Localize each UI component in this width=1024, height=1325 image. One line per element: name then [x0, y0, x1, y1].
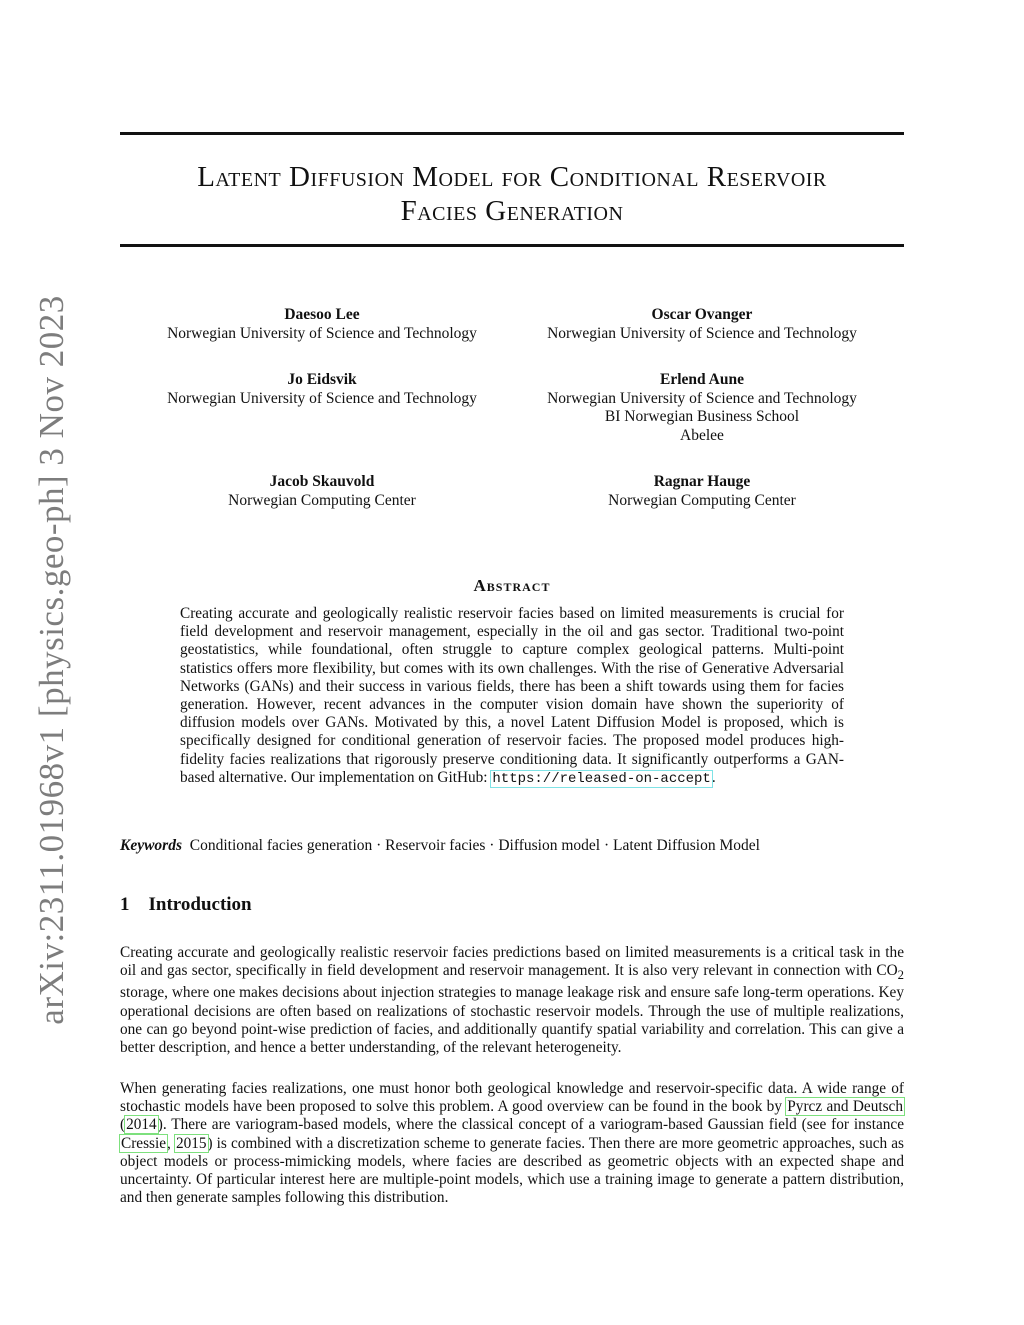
intro-paragraph-1: [120, 944, 904, 1057]
author-affiliation: Norwegian University of Science and Technology: [547, 389, 857, 407]
keywords-text: Conditional facies generation · Reservoir facies · Diffusion model · Latent Diffusion Model: [189, 837, 760, 854]
title-line-2: Facies Generation: [400, 195, 624, 227]
keywords-label: Keywords: [120, 837, 182, 854]
citation-link[interactable]: Cressie: [121, 1134, 167, 1152]
author-affiliation: Norwegian University of Science and Technology: [547, 324, 857, 342]
author-block: [120, 371, 524, 408]
para-text: . There are variogram-based models, where the classical concept of a variogram-based Gaussian field (see for instance: [162, 1116, 904, 1134]
citation-year-link[interactable]: 2015: [175, 1134, 207, 1152]
github-link[interactable]: https://released-on-accept: [492, 770, 711, 787]
author-block: [500, 371, 904, 445]
author-block: [500, 473, 904, 510]
intro-paragraph-2: When generating facies realizations, one must honor both geological knowledge and reservoir-specific data. A wide range of stochastic models have been proposed to solve this problem. A good overview can be found in the book by Pyrcz and Deutsch (2014). There are variogram-based models, where the classical concept of a variogram-based Gaussian field (see for instance Cressie, 2015) is combined with a discretization scheme to generate facies. Then there are more geometric approaches, such as object models or process-mimicking models, where facies are described as geometric objects with an expected shape and uncertainty. Of particular interest here are multiple-point models, which use a training image to generate a pattern distribution, and then generate samples following this distribution.: [120, 1080, 904, 1207]
author-name: Daesoo Lee: [284, 306, 360, 323]
author-block: [120, 306, 524, 343]
para-text: Creating accurate and geologically realistic reservoir facies predictions based on limited measurements is a critical task in the oil and gas sector, specifically in field development and reservoir management. It is also very relevant in connection with CO: [120, 944, 904, 980]
para-text: storage, where one makes decisions about injection strategies to manage leakage risk and ensure safe long-term operations. Key operational decisions are often based on realizations of stochastic reservoir models. Through the use of multiple realizations, one can go beyond point-wise prediction of facies, and additionally quantify spatial variability and correlation. This can give a better description, and hence a better understanding, of the relevant heterogeneity.: [120, 984, 904, 1057]
para-text: ) is combined with a discretization scheme to generate facies. Then there are more geometric approaches, such as object models or process-mimicking models, where facies are described as geometric objects with an expected shape and uncertainty. Of particular interest here are multiple-point models, which use a training image to generate a pattern distribution, and then generate samples following this distribution.: [120, 1134, 904, 1207]
citation-year-link[interactable]: 2014: [126, 1116, 157, 1134]
title-bottom-rule: [120, 244, 904, 247]
author-name: Jacob Skauvold: [269, 473, 375, 490]
author-affiliation: Norwegian University of Science and Technology: [167, 389, 477, 407]
subscript: 2: [897, 968, 904, 983]
abstract-text: Creating accurate and geologically realistic reservoir facies based on limited measurements is crucial for field development and reservoir management, especially in the oil and gas sector. Traditional two-point geostatistics, while foundational, often struggle to capture complex geological patterns. Multi-point statistics offers more flexibility, but comes with its own challenges. With the rise of Generative Adversarial Networks (GANs) and their success in various fields, there has been a shift towards using them for facies generation. However, recent advances in the computer vision domain have shown the superiority of diffusion models over GANs. Motivated by this, a novel Latent Diffusion Model is proposed, which is specifically designed for conditional generation of reservoir facies. The proposed model produces high-fidelity facies realizations that rigorously preserve conditioning data. It significantly outperforms a GAN-based alternative. Our implementation on GitHub:: [180, 605, 844, 786]
author-name: Ragnar Hauge: [653, 473, 751, 490]
paper-title: [120, 160, 904, 228]
author-block: [500, 306, 904, 343]
author-block: [120, 473, 524, 510]
title-top-rule: [120, 132, 904, 135]
author-affiliation: Norwegian University of Science and Technology: [167, 324, 477, 342]
abstract-end: .: [711, 768, 716, 786]
author-affiliation: Norwegian Computing Center: [608, 491, 796, 509]
keywords: [120, 836, 904, 855]
abstract-heading: Abstract: [473, 576, 551, 595]
author-affiliation: Abelee: [680, 426, 724, 444]
para-text: When generating facies realizations, one must honor both geological knowledge and reservoir-specific data. A wide range of stochastic models have been proposed to solve this problem. A good overview can be found in the book by: [120, 1080, 904, 1116]
author-name: Oscar Ovanger: [651, 306, 753, 323]
section-heading: [120, 894, 252, 916]
author-affiliation: Norwegian Computing Center: [228, 491, 416, 509]
citation-link[interactable]: Pyrcz and Deutsch: [787, 1098, 903, 1116]
section-number: 1: [120, 894, 130, 915]
section-title: Introduction: [148, 894, 252, 915]
title-line-1: Latent Diffusion Model for Conditional Reservoir: [197, 161, 827, 193]
abstract-body: [180, 605, 844, 788]
author-name: Erlend Aune: [660, 371, 744, 388]
arxiv-id-text: arXiv:2311.01968v1 [physics.geo-ph] 3 Nov 2023: [32, 295, 71, 1025]
author-name: Jo Eidsvik: [287, 371, 357, 388]
author-affiliation: BI Norwegian Business School: [604, 408, 800, 425]
